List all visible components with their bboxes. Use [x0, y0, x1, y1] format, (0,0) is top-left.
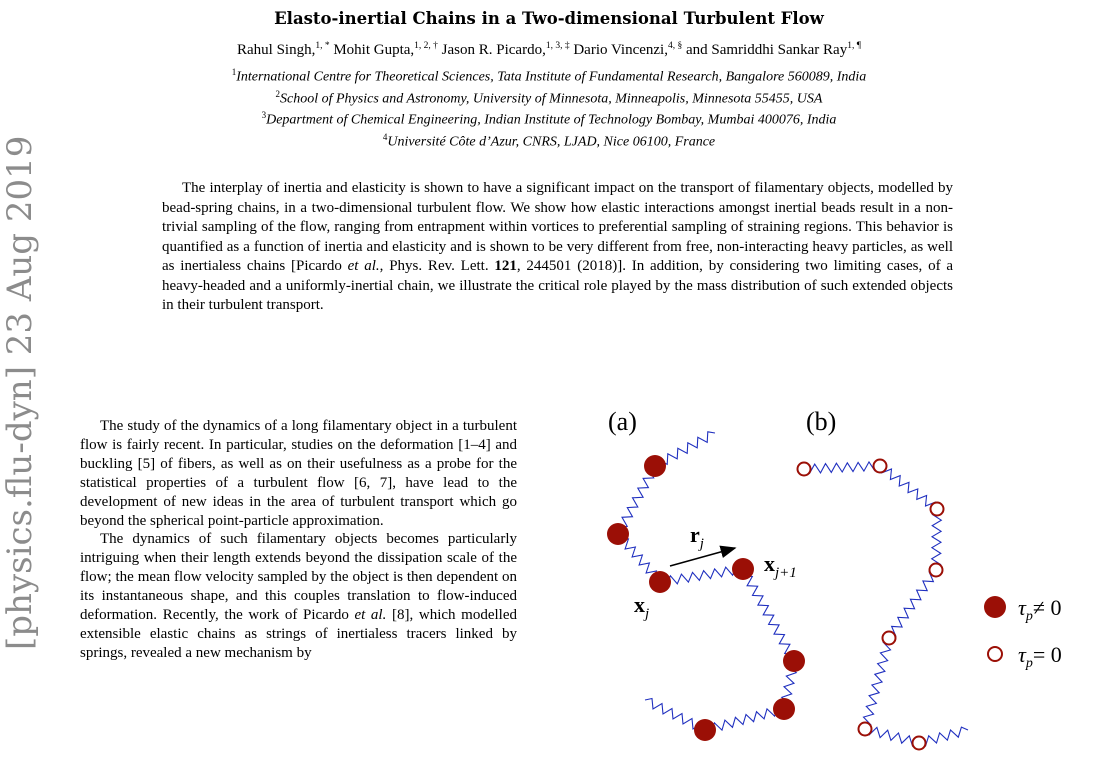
- inertial-bead: [644, 455, 666, 477]
- legend-open-bead: [988, 647, 1002, 661]
- spring-chain-b: [804, 462, 968, 746]
- inertial-bead: [694, 719, 716, 741]
- inertialess-bead: [913, 737, 926, 750]
- paper-title: Elasto-inertial Chains in a Two-dimensional Turbulent Flow: [274, 9, 824, 28]
- spring: [865, 727, 919, 746]
- inertial-bead: [773, 698, 795, 720]
- author: Mohit Gupta,$^{1, 2, \dagger}$: [333, 41, 438, 58]
- author-list: [0, 41, 1098, 59]
- abstract: The interplay of inertia and elasticity is shown to have a significant impact on the transport of filamentary objects, modelled by bead-spring chains, in a two-dimensional turbulent flow. We show how elastic interactions amongst inertial beads result in a non-trivial sampling of the flow, ranging from entrapment within vortices to preferential sampling of straining regions. This behavior is quantified as a function of inertia and elasticity and is shown to be very different from free, non-interacting heavy particles, as well as inertialess chains [Picardo et al., Phys. Rev. Lett. 121, 244501 (2018)]. In addition, by considering two limiting cases, of a heavy-headed and a uniformly-inertial chain, we illustrate the critical role played by the mass distribution of such extended objects in their turbulent transport.: [162, 180, 954, 313]
- spring: [880, 466, 937, 509]
- label-x-j-plus-1: $x_{j+1}$: [764, 551, 797, 581]
- inertialess-bead: [931, 503, 944, 516]
- inertial-bead: [783, 650, 805, 672]
- spring: [742, 569, 796, 661]
- inertialess-bead: [883, 632, 896, 645]
- spring: [660, 565, 743, 585]
- author: Jason R. Picardo,$^{1, 3, \ddagger}$: [441, 41, 570, 58]
- inertialess-bead: [930, 564, 943, 577]
- label-x-j: $x_j$: [634, 592, 650, 622]
- legend-inertial-label: $\tau_p\ne 0$: [1018, 595, 1062, 624]
- paragraph: The study of the dynamics of a long filamentary object in a turbulent flow is fairly recent. In particular, studies on the deformation [1–4] and buckling [5] of fibers, as well as on their usefulness as a probe for the statistical properties of a turbulent flow [6, 7], have lead to the development of new ideas in the area of turbulent transport which go beyond the spherical point-particle approximation.: [80, 418, 517, 529]
- affiliation: $^3$Department of Chemical Engineering, Indian Institute of Technology Bombay, Mumbai 400076, India: [261, 110, 837, 128]
- affiliation: $^2$School of Physics and Astronomy, University of Minnesota, Minneapolis, Minnesota 55455, USA: [275, 88, 823, 107]
- inertialess-bead: [874, 460, 887, 473]
- spring: [864, 638, 891, 729]
- label-r-j: $r_j$: [690, 522, 704, 552]
- author: and Samriddhi Sankar Ray$^{1, \P}$: [685, 41, 862, 58]
- author: Rahul Singh,$^{1, *}$: [236, 41, 330, 58]
- inertial-bead: [649, 571, 671, 593]
- panel-label-a: (a): [608, 407, 637, 436]
- spring: [617, 466, 655, 534]
- panel-label-b: (b): [806, 407, 837, 436]
- spring: [804, 462, 880, 473]
- affiliation-list: [0, 64, 1098, 151]
- spring-chain-a: [617, 432, 797, 733]
- spring: [889, 570, 936, 638]
- spring: [705, 706, 784, 733]
- inertialess-bead: [859, 723, 872, 736]
- bead-chain-b: [798, 460, 944, 750]
- inertial-bead: [607, 523, 629, 545]
- affiliation: $^4$Université Côte d’Azur, CNRS, LJAD, Nice 06100, France: [382, 131, 716, 150]
- inertial-bead: [732, 558, 754, 580]
- author: Dario Vincenzi,$^{4, \S}$: [573, 41, 683, 58]
- body-text: [80, 417, 517, 663]
- inertialess-bead: [798, 463, 811, 476]
- spring: [932, 509, 942, 570]
- arxiv-stamp: [physics.flu-dyn] 23 Aug 2019: [0, 135, 40, 650]
- paragraph: The dynamics of such filamentary objects becomes particularly intriguing when their length extends beyond the dissipation scale of the flow; the mean flow velocity sampled by the object is then dependent on its instantaneous shape, and this couples translation to flow-induced deformation. Recently, the work of Picardo et al. [8], which modelled extensible elastic chains as strings of inertialess tracers linked by springs, revealed a new mechanism by: [80, 531, 517, 661]
- legend-inertialess-label: $\tau_p= 0$: [1018, 642, 1062, 671]
- chain-schematic-figure: [590, 396, 1098, 770]
- legend-filled-bead: [984, 596, 1006, 618]
- affiliation: $^1$International Centre for Theoretical Sciences, Tata Institute of Fundamental Research, Bangalore 560089, India: [231, 67, 867, 85]
